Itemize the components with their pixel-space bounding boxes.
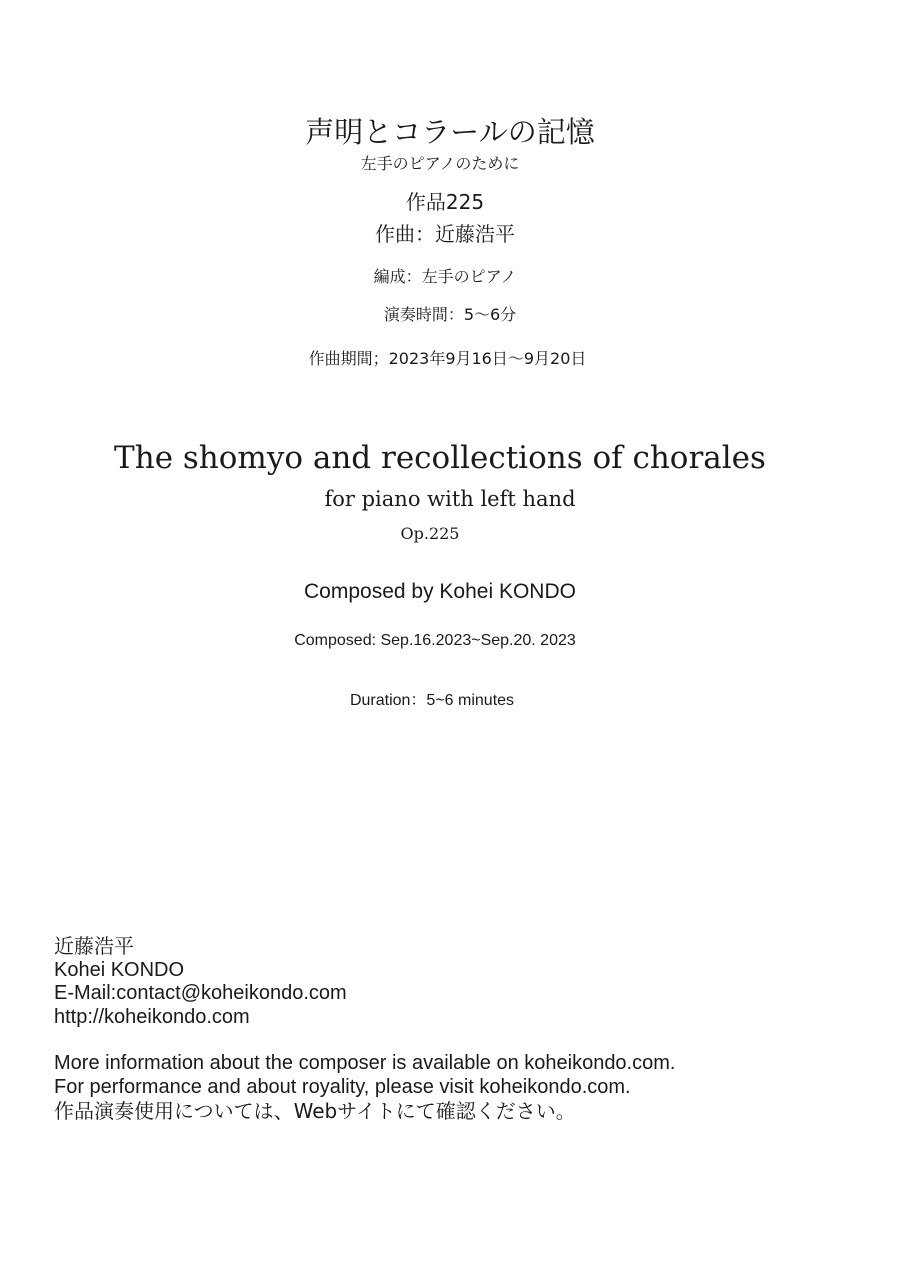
japanese-instrumentation: 編成：左手のピアノ xyxy=(373,267,517,286)
japanese-opus: 作品225 xyxy=(405,190,485,214)
contact-website[interactable]: http://koheikondo.com xyxy=(54,1005,250,1028)
japanese-subtitle: 左手のピアノのために xyxy=(360,154,520,173)
contact-name-en: Kohei KONDO xyxy=(54,958,185,981)
english-subtitle: for piano with left hand xyxy=(324,487,576,511)
japanese-composition-period: 作曲期間；2023年9月16日〜9月20日 xyxy=(308,349,587,368)
contact-email[interactable]: E-Mail:contact@koheikondo.com xyxy=(54,982,347,1004)
english-duration: Duration：5~6 minutes xyxy=(349,692,515,709)
english-composer: Composed by Kohei KONDO xyxy=(304,580,576,603)
english-title: The shomyo and recollections of chorales xyxy=(114,440,766,476)
info-line-composer: More information about the composer is available on koheikondo.com. xyxy=(54,1052,676,1074)
info-line-performance: For performance and about royality, please visit koheikondo.com. xyxy=(54,1076,631,1098)
info-block xyxy=(54,1051,675,1123)
japanese-duration: 演奏時間：5〜6分 xyxy=(383,305,517,324)
japanese-title: 声明とコラールの記憶 xyxy=(305,115,595,149)
english-opus: Op.225 xyxy=(400,524,460,543)
info-line-japanese: 作品演奏使用については、Webサイトにて確認ください。 xyxy=(54,1099,576,1123)
english-composition-period: Composed: Sep.16.2023~Sep.20. 2023 xyxy=(294,632,576,649)
japanese-composer: 作曲：近藤浩平 xyxy=(375,222,515,246)
contact-block xyxy=(54,935,347,1029)
contact-name-jp: 近藤浩平 xyxy=(54,934,134,958)
